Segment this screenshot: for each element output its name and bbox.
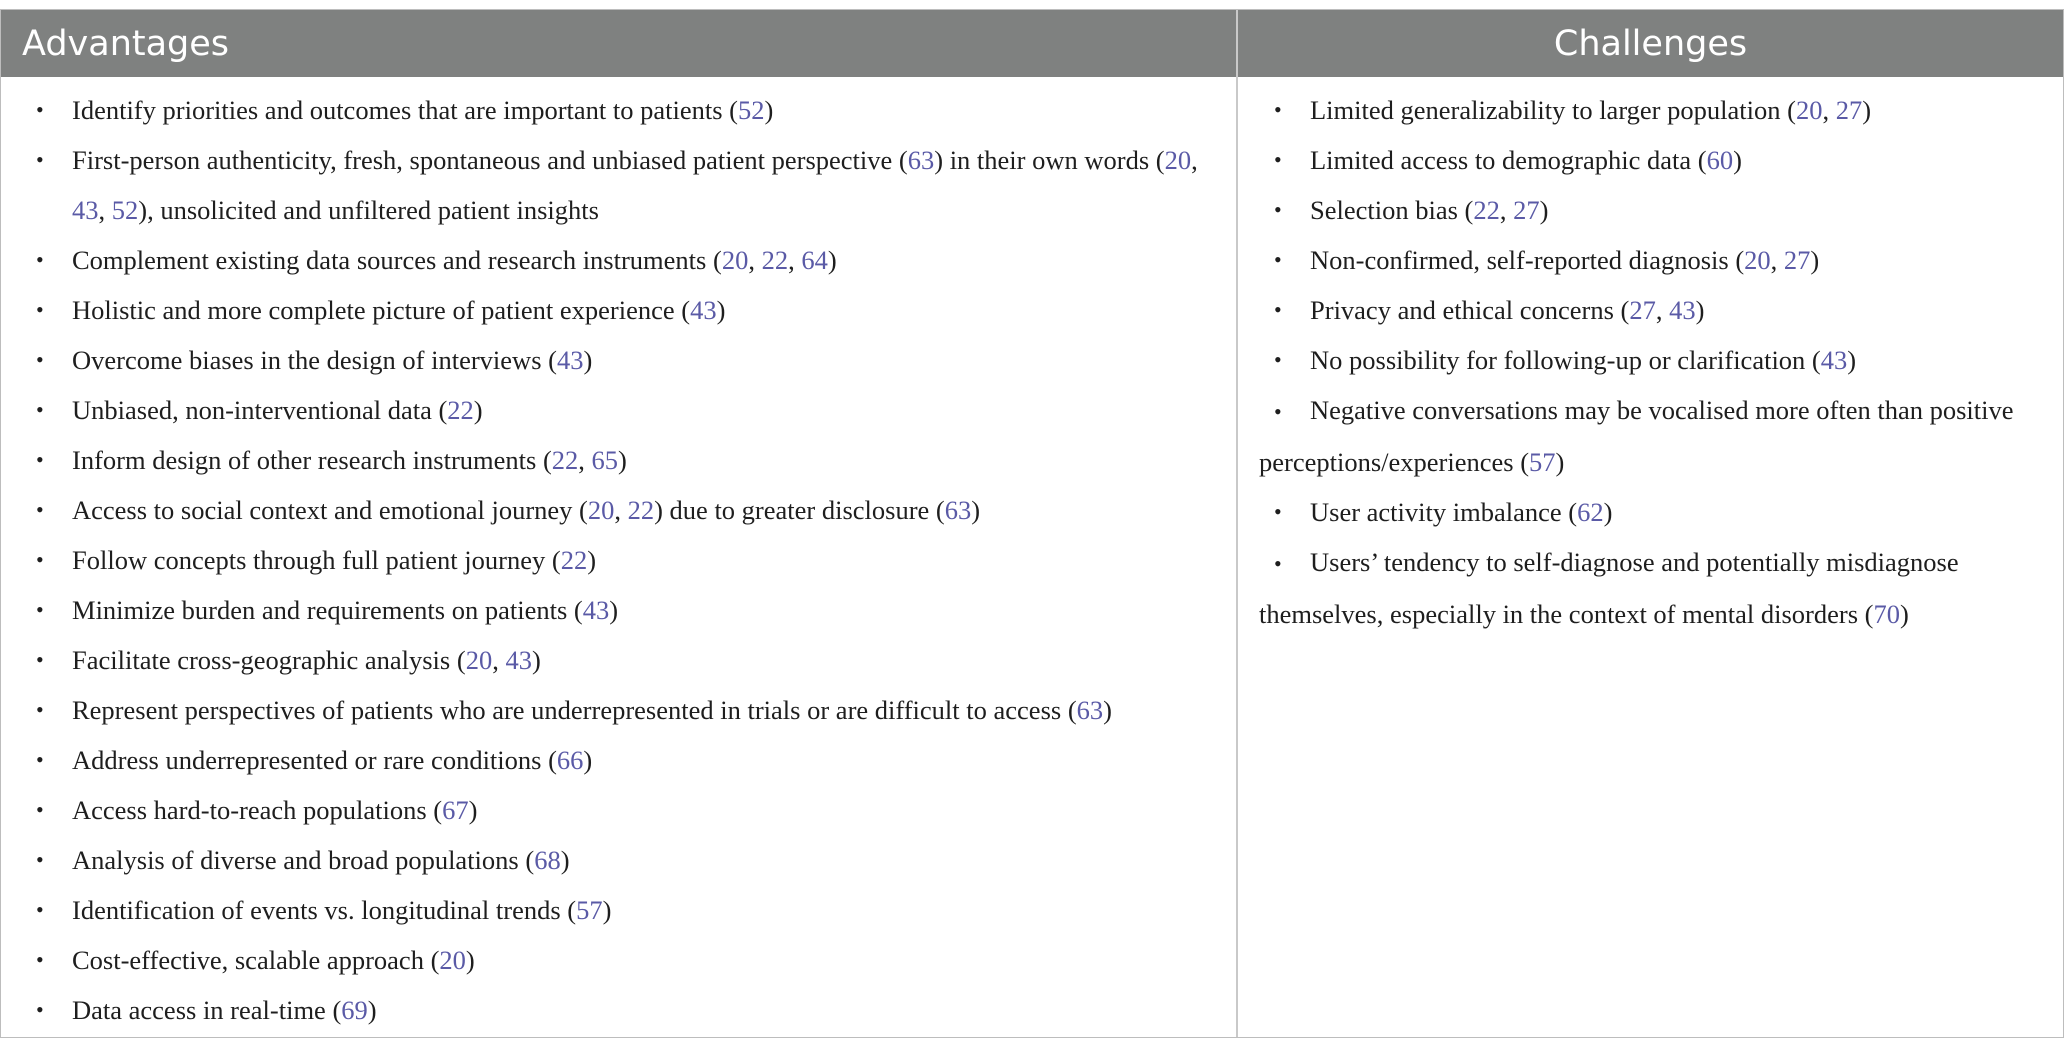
- item-text: First-person authenticity, fresh, spontaneous and unbiased patient perspective (: [72, 145, 908, 175]
- citation-ref[interactable]: 27: [1629, 295, 1656, 325]
- advantages-item: [1, 135, 1236, 235]
- bullet-icon: •: [36, 647, 44, 672]
- bullet-icon: •: [36, 947, 44, 972]
- citation-ref[interactable]: 60: [1706, 145, 1734, 175]
- citation-ref[interactable]: 20: [1795, 95, 1823, 125]
- citation-ref[interactable]: 52: [738, 95, 765, 125]
- item-text: Facilitate cross-geographic analysis (: [72, 645, 466, 675]
- item-text: ), unsolicited and unfiltered patient insights: [138, 195, 599, 225]
- item-text: Inform design of other research instruments (: [72, 445, 552, 475]
- citation-ref[interactable]: 27: [1835, 95, 1863, 125]
- citation-ref[interactable]: 63: [907, 145, 935, 175]
- item-text: ,: [1655, 295, 1670, 325]
- citation-ref[interactable]: 20: [1744, 245, 1771, 275]
- challenges-header: Challenges: [1238, 10, 2063, 77]
- item-text: Address underrepresented or rare conditions (: [72, 745, 557, 775]
- advantages-item: [1, 735, 1236, 785]
- item-text: ): [468, 795, 478, 825]
- item-text: ): [971, 495, 981, 525]
- citation-ref[interactable]: 22: [627, 495, 655, 525]
- citation-ref[interactable]: 20: [465, 645, 493, 675]
- advantages-item: [1, 435, 1236, 485]
- item-text: ): [560, 845, 570, 875]
- item-text: ,: [788, 245, 802, 275]
- bullet-icon: •: [36, 847, 44, 872]
- item-text: ): [1695, 295, 1705, 325]
- advantages-item: [1, 935, 1236, 985]
- item-text: ): [1733, 145, 1742, 175]
- citation-ref[interactable]: 43: [505, 645, 532, 675]
- bullet-icon: •: [36, 697, 44, 722]
- bullet-icon: •: [1274, 147, 1282, 172]
- citation-ref[interactable]: 43: [1669, 295, 1696, 325]
- citation-ref[interactable]: 22: [761, 245, 789, 275]
- item-text: Users’ tendency to self-diagnose and potentially misdiagnose themselves, especially in the context of mental disorders (: [1259, 547, 1959, 629]
- citation-ref[interactable]: 27: [1513, 195, 1540, 225]
- citation-ref[interactable]: 27: [1783, 245, 1811, 275]
- challenges-item: [1238, 235, 2063, 285]
- bullet-icon: •: [36, 547, 44, 572]
- advantages-item: [1, 985, 1236, 1035]
- item-text: ,: [492, 645, 506, 675]
- citation-ref[interactable]: 43: [1820, 345, 1848, 375]
- challenges-list: [1238, 85, 2063, 639]
- item-text: Complement existing data sources and research instruments (: [72, 245, 722, 275]
- advantages-item: [1, 385, 1236, 435]
- advantages-list: [1, 85, 1236, 1035]
- challenges-item: [1238, 487, 2063, 537]
- item-text: Represent perspectives of patients who are underrepresented in trials or are difficult to access (: [72, 695, 1077, 725]
- citation-ref[interactable]: 43: [690, 295, 717, 325]
- challenges-item: [1238, 85, 2063, 135]
- citation-ref[interactable]: 57: [1529, 447, 1556, 477]
- citation-ref[interactable]: 43: [582, 595, 610, 625]
- citation-ref[interactable]: 64: [801, 245, 828, 275]
- bullet-icon: •: [36, 347, 44, 372]
- item-text: ) in their own words (: [934, 145, 1165, 175]
- bullet-icon: •: [36, 597, 44, 622]
- bullet-icon: •: [36, 447, 44, 472]
- item-text: Analysis of diverse and broad populations (: [72, 845, 535, 875]
- advantages-cell: [1, 77, 1238, 1037]
- item-text: ): [764, 95, 774, 125]
- item-text: ): [583, 345, 593, 375]
- item-text: ,: [1822, 95, 1836, 125]
- item-text: ): [473, 395, 483, 425]
- item-text: ): [602, 895, 612, 925]
- bullet-icon: •: [36, 897, 44, 922]
- citation-ref[interactable]: 22: [551, 445, 579, 475]
- citation-ref[interactable]: 65: [591, 445, 619, 475]
- challenges-item: • Negative conversations may be vocalised more often than positive perceptions/experiences (57): [1259, 395, 2014, 477]
- item-text: ,: [1191, 145, 1198, 175]
- item-text: Minimize burden and requirements on patients (: [72, 595, 583, 625]
- citation-ref[interactable]: 57: [576, 895, 603, 925]
- challenges-item: • Users’ tendency to self-diagnose and potentially misdiagnose themselves, especially in the context of mental disorders (70): [1259, 547, 1959, 629]
- citation-ref[interactable]: 22: [447, 395, 474, 425]
- advantages-challenges-table: [0, 9, 2064, 1038]
- item-text: Unbiased, non-interventional data (: [72, 395, 448, 425]
- citation-ref[interactable]: 62: [1577, 497, 1604, 527]
- advantages-header: Advantages: [1, 10, 1238, 77]
- citation-ref[interactable]: 20: [587, 495, 615, 525]
- item-text: ): [1899, 599, 1909, 629]
- item-text: ): [1810, 245, 1820, 275]
- item-text: ,: [98, 195, 112, 225]
- item-text: ): [609, 595, 619, 625]
- item-text: Non-confirmed, self-reported diagnosis (: [1310, 245, 1745, 275]
- item-text: Selection bias (: [1310, 195, 1474, 225]
- advantages-item: [1, 885, 1236, 935]
- item-text: ,: [1499, 195, 1514, 225]
- item-text: User activity imbalance (: [1310, 497, 1578, 527]
- item-text: ): [1555, 447, 1565, 477]
- item-text: ): [1847, 345, 1857, 375]
- item-text: ): [827, 245, 837, 275]
- item-text: Limited access to demographic data (: [1310, 145, 1707, 175]
- bullet-icon: •: [36, 297, 44, 322]
- citation-ref[interactable]: 52: [111, 195, 139, 225]
- advantages-item: [1, 585, 1236, 635]
- citation-ref[interactable]: 20: [1164, 145, 1192, 175]
- item-text: ): [587, 545, 597, 575]
- bullet-icon: •: [36, 147, 44, 172]
- advantages-item: [1, 635, 1236, 685]
- item-text: ): [531, 645, 541, 675]
- citation-ref[interactable]: 22: [1473, 195, 1500, 225]
- challenges-cell: [1238, 77, 2063, 1037]
- item-text: ) due to greater disclosure (: [654, 495, 945, 525]
- item-text: Access to social context and emotional journey (: [72, 495, 588, 525]
- challenges-item: [1238, 335, 2063, 385]
- citation-ref[interactable]: 22: [560, 545, 588, 575]
- advantages-item: [1, 785, 1236, 835]
- bullet-icon: •: [36, 797, 44, 822]
- item-text: Limited generalizability to larger population (: [1310, 95, 1796, 125]
- advantages-item: [1, 535, 1236, 585]
- advantages-item: [1, 485, 1236, 535]
- item-text: Cost-effective, scalable approach (: [72, 945, 440, 975]
- citation-ref[interactable]: 66: [556, 745, 584, 775]
- bullet-icon: •: [1274, 297, 1282, 322]
- bullet-icon: •: [1274, 499, 1282, 524]
- item-text: ,: [748, 245, 762, 275]
- item-text: Identification of events vs. longitudinal trends (: [72, 895, 577, 925]
- item-text: Overcome biases in the design of interviews (: [72, 345, 557, 375]
- item-text: ): [465, 945, 475, 975]
- advantages-item: [1, 335, 1236, 385]
- bullet-icon: •: [36, 497, 44, 522]
- item-text: ): [1103, 695, 1112, 725]
- item-text: ): [1862, 95, 1872, 125]
- bullet-icon: •: [1274, 97, 1282, 122]
- advantages-item: [1, 235, 1236, 285]
- citation-ref[interactable]: 70: [1873, 599, 1900, 629]
- item-text: ): [583, 745, 593, 775]
- citation-ref[interactable]: 63: [1076, 695, 1104, 725]
- item-text: ): [1539, 195, 1549, 225]
- item-text: ): [716, 295, 726, 325]
- item-text: ): [618, 445, 627, 475]
- item-text: Holistic and more complete picture of patient experience (: [72, 295, 691, 325]
- item-text: Follow concepts through full patient journey (: [72, 545, 561, 575]
- challenges-item: [1238, 185, 2063, 235]
- citation-ref[interactable]: 43: [72, 195, 99, 225]
- advantages-item: [1, 685, 1236, 735]
- item-text: Access hard-to-reach populations (: [72, 795, 443, 825]
- item-text: Identify priorities and outcomes that are important to patients (: [72, 95, 738, 125]
- item-text: ): [367, 995, 377, 1025]
- citation-ref[interactable]: 68: [534, 845, 561, 875]
- citation-ref[interactable]: 20: [721, 245, 749, 275]
- citation-ref[interactable]: 63: [944, 495, 972, 525]
- item-text: Data access in real-time (: [72, 995, 342, 1025]
- citation-ref[interactable]: 67: [442, 795, 469, 825]
- citation-ref[interactable]: 20: [439, 945, 466, 975]
- advantages-item: [1, 835, 1236, 885]
- challenges-item: [1238, 135, 2063, 185]
- item-text: ,: [614, 495, 628, 525]
- challenges-item: [1238, 285, 2063, 335]
- item-text: No possibility for following-up or clarification (: [1310, 345, 1821, 375]
- advantages-item: [1, 285, 1236, 335]
- citation-ref[interactable]: 69: [341, 995, 368, 1025]
- bullet-icon: •: [1274, 247, 1282, 272]
- item-text: Negative conversations may be vocalised more often than positive perceptions/experiences (: [1259, 395, 2014, 477]
- advantages-item: [1, 85, 1236, 135]
- item-text: ,: [578, 445, 592, 475]
- item-text: ): [1603, 497, 1613, 527]
- bullet-icon: •: [36, 747, 44, 772]
- bullet-icon: •: [36, 997, 44, 1022]
- bullet-icon: •: [1274, 197, 1282, 222]
- item-text: Privacy and ethical concerns (: [1310, 295, 1630, 325]
- bullet-icon: •: [36, 397, 44, 422]
- item-text: ,: [1770, 245, 1784, 275]
- bullet-icon: •: [36, 97, 44, 122]
- bullet-icon: •: [36, 247, 44, 272]
- bullet-icon: •: [1274, 347, 1282, 372]
- citation-ref[interactable]: 43: [556, 345, 584, 375]
